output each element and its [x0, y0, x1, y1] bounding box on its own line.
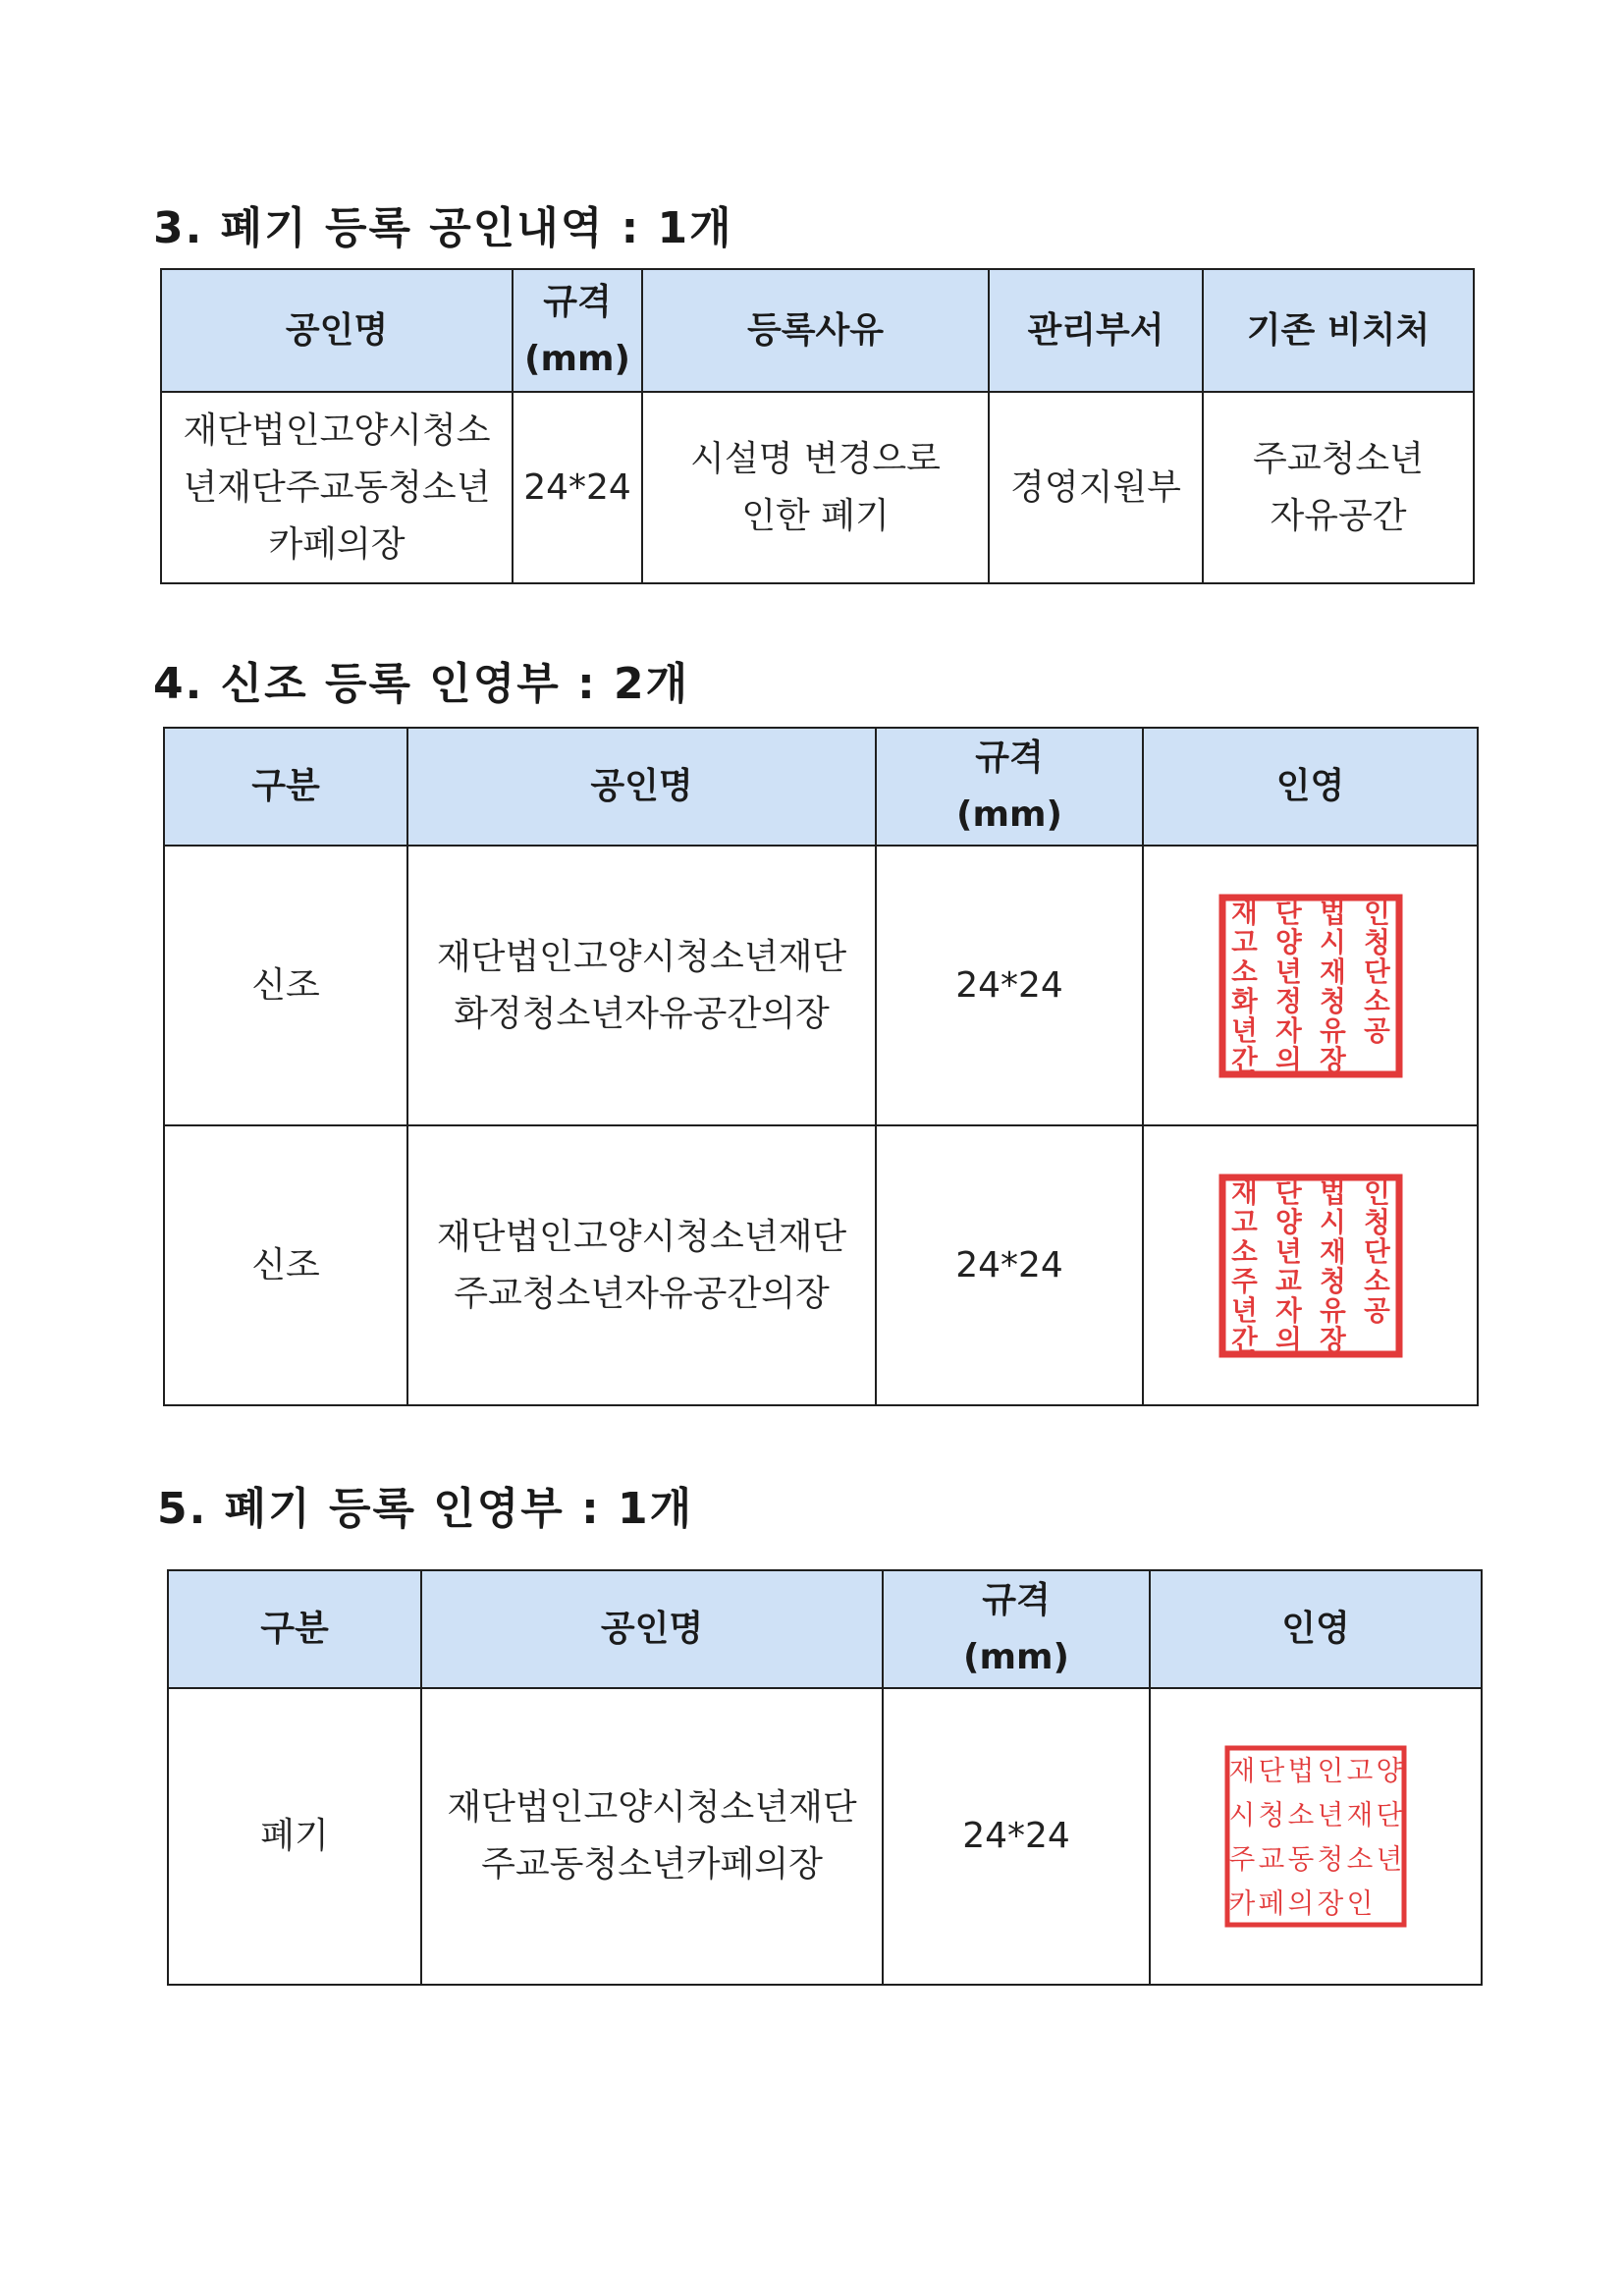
seal-glyph: 재 [1319, 955, 1346, 988]
section-3-title: 3. 폐기 등록 공인내역 : 1개 [153, 203, 733, 253]
seal-glyph: 법 [1287, 1754, 1315, 1787]
table-header-row [164, 728, 1478, 846]
header-type: 구분 [164, 728, 407, 846]
seal-glyph: 청 [1317, 1842, 1344, 1876]
section-4-title: 4. 신조 등록 인영부 : 2개 [153, 659, 690, 709]
header-size [876, 728, 1143, 846]
seal-glyph: 청 [1363, 925, 1390, 958]
header-seal-name: 공인명 [407, 728, 876, 846]
seal-glyph: 양 [1274, 1205, 1302, 1238]
seal-name-text: 재단법인고양시청소 년재단주교동청소년 카페의장 [183, 410, 491, 565]
seal-glyph: 고 [1346, 1754, 1374, 1787]
seal-glyph: 재 [1228, 1754, 1256, 1787]
seal-glyph: 장 [1319, 1323, 1346, 1356]
seal-glyph: 시 [1319, 1205, 1346, 1238]
seal-glyph: 공 [1363, 1293, 1390, 1327]
cell-size: 24*24 [876, 1125, 1143, 1405]
seal-glyph: 단 [1258, 1754, 1285, 1787]
seal-glyph: 소 [1363, 1264, 1390, 1297]
seal-glyph: 소 [1230, 1234, 1258, 1268]
cell-type: 폐기 [168, 1688, 421, 1985]
seal-stamp-glyphs [1231, 1175, 1390, 1355]
seal-glyph: 단 [1363, 955, 1390, 988]
seal-glyph: 자 [1274, 1293, 1302, 1327]
header-department: 관리부서 [989, 269, 1203, 392]
cell-seal-name [161, 392, 513, 583]
seal-glyph: 동 [1287, 1842, 1315, 1876]
seal-glyph: 의 [1274, 1323, 1302, 1356]
seal-glyph: 년 [1317, 1798, 1344, 1831]
header-size [513, 269, 642, 392]
seal-glyph: 년 [1230, 1013, 1258, 1047]
seal-name-text: 재단법인고양시청소년재단 주교동청소년카페의장 [447, 1787, 857, 1885]
seal-glyph: 의 [1274, 1043, 1302, 1076]
seal-glyph: 시 [1228, 1798, 1256, 1831]
header-seal-impression: 인영 [1150, 1570, 1482, 1688]
seal-stamp-image [1221, 1742, 1410, 1931]
seal-glyph: 양 [1376, 1754, 1403, 1787]
seal-glyph: 단 [1274, 1175, 1302, 1209]
seal-glyph: 화 [1230, 984, 1258, 1017]
seal-stamp-image [1217, 1172, 1405, 1360]
seal-glyph: 단 [1376, 1798, 1403, 1831]
seal-glyph: 단 [1363, 1234, 1390, 1268]
section-4-table [163, 727, 1479, 1406]
seal-glyph: 간 [1230, 1043, 1258, 1076]
header-location: 기존 비치처 [1203, 269, 1474, 392]
seal-stamp-glyphs [1231, 896, 1390, 1075]
seal-glyph: 간 [1230, 1323, 1258, 1356]
seal-glyph: 단 [1274, 896, 1302, 929]
seal-glyph: 유 [1319, 1293, 1346, 1327]
seal-glyph: 재 [1319, 1234, 1346, 1268]
seal-glyph: 소 [1287, 1798, 1315, 1831]
seal-glyph: 장 [1317, 1886, 1344, 1920]
seal-glyph: 카 [1228, 1886, 1256, 1920]
cell-size: 24*24 [876, 846, 1143, 1125]
seal-glyph: 청 [1258, 1798, 1285, 1831]
seal-glyph: 페 [1258, 1886, 1285, 1920]
header-size-label: 규격 (mm) [956, 738, 1062, 835]
seal-glyph: 소 [1363, 984, 1390, 1017]
seal-glyph: 소 [1346, 1842, 1374, 1876]
seal-glyph: 청 [1363, 1205, 1390, 1238]
seal-glyph: 장 [1319, 1043, 1346, 1076]
cell-type: 신조 [164, 1125, 407, 1405]
seal-glyph: 양 [1274, 925, 1302, 958]
seal-glyph: 청 [1319, 1264, 1346, 1297]
header-seal-name: 공인명 [421, 1570, 883, 1688]
section-3-table [160, 268, 1475, 584]
seal-glyph: 인 [1363, 1175, 1390, 1209]
seal-glyph: 교 [1258, 1842, 1285, 1876]
cell-seal-name [407, 1125, 876, 1405]
seal-glyph: 재 [1230, 1175, 1258, 1209]
seal-name-text: 재단법인고양시청소년재단 주교청소년자유공간의장 [436, 1216, 847, 1314]
seal-glyph: 자 [1274, 1013, 1302, 1047]
cell-location [1203, 392, 1474, 583]
table-row [164, 846, 1478, 1125]
seal-stamp-image [1217, 892, 1405, 1080]
seal-glyph: 년 [1230, 1293, 1258, 1327]
section-5-title: 5. 폐기 등록 인영부 : 1개 [157, 1484, 694, 1534]
seal-glyph: 법 [1319, 1175, 1346, 1209]
cell-reason [642, 392, 989, 583]
seal-glyph: 청 [1319, 984, 1346, 1017]
seal-glyph: 재 [1230, 896, 1258, 929]
seal-stamp-glyphs [1229, 1754, 1403, 1919]
table-header-row [161, 269, 1474, 392]
header-size [883, 1570, 1150, 1688]
cell-type: 신조 [164, 846, 407, 1125]
seal-glyph: 고 [1230, 1205, 1258, 1238]
cell-size: 24*24 [883, 1688, 1150, 1985]
header-seal-name: 공인명 [161, 269, 513, 392]
seal-glyph: 공 [1363, 1013, 1390, 1047]
seal-glyph: 주 [1228, 1842, 1256, 1876]
seal-glyph: 년 [1274, 1234, 1302, 1268]
header-size-label: 규격 (mm) [963, 1580, 1069, 1677]
seal-glyph: 재 [1346, 1798, 1374, 1831]
seal-glyph: 시 [1319, 925, 1346, 958]
cell-seal-impression [1150, 1688, 1482, 1985]
cell-size: 24*24 [513, 392, 642, 583]
seal-glyph: 년 [1274, 955, 1302, 988]
seal-glyph: 인 [1317, 1754, 1344, 1787]
seal-glyph: 교 [1274, 1264, 1302, 1297]
seal-glyph: 고 [1230, 925, 1258, 958]
header-seal-impression: 인영 [1143, 728, 1478, 846]
cell-seal-name [421, 1688, 883, 1985]
seal-glyph: 정 [1274, 984, 1302, 1017]
table-row [164, 1125, 1478, 1405]
seal-glyph: 년 [1376, 1842, 1403, 1876]
seal-name-text: 재단법인고양시청소년재단 화정청소년자유공간의장 [436, 936, 847, 1034]
seal-glyph: 인 [1346, 1886, 1374, 1920]
header-reason: 등록사유 [642, 269, 989, 392]
cell-seal-name [407, 846, 876, 1125]
section-5-table [167, 1569, 1483, 1986]
cell-seal-impression [1143, 846, 1478, 1125]
location-text: 주교청소년 자유공간 [1253, 438, 1424, 536]
cell-department: 경영지원부 [989, 392, 1203, 583]
reason-text: 시설명 변경으로 인한 폐기 [690, 438, 941, 536]
table-header-row [168, 1570, 1482, 1688]
seal-glyph: 인 [1363, 896, 1390, 929]
table-row [161, 392, 1474, 583]
header-size-label: 규격 (mm) [524, 281, 630, 379]
seal-glyph: 주 [1230, 1264, 1258, 1297]
seal-glyph: 소 [1230, 955, 1258, 988]
table-row [168, 1688, 1482, 1985]
seal-glyph: 의 [1287, 1886, 1315, 1920]
seal-glyph: 법 [1319, 896, 1346, 929]
cell-seal-impression [1143, 1125, 1478, 1405]
seal-glyph: 유 [1319, 1013, 1346, 1047]
header-type: 구분 [168, 1570, 421, 1688]
